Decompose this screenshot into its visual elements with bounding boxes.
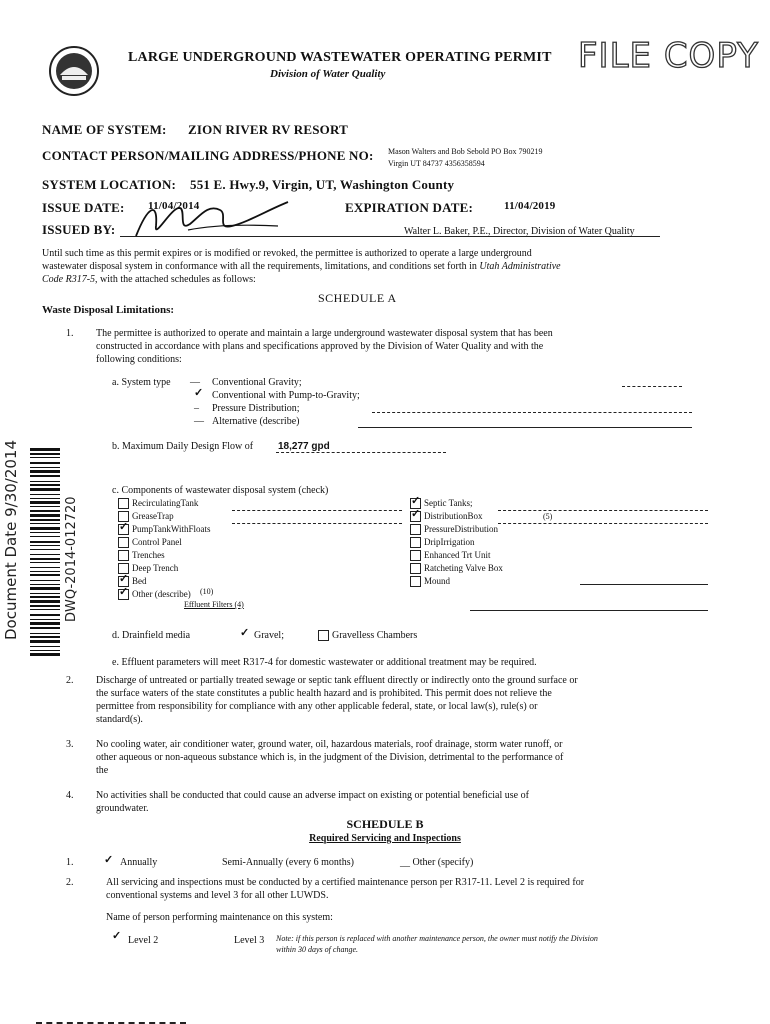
component-label: Mound xyxy=(424,576,451,586)
item-2-line-1: Discharge of untreated or partially treated sewage or septic tank effluent directly or indirectly onto the ground surface or xyxy=(96,675,578,686)
component-label: PumpTankWithFloats xyxy=(132,524,211,534)
component-checkbox xyxy=(410,511,421,522)
barcode-bar xyxy=(30,622,60,625)
system-type-opt-alternative: Alternative (describe) xyxy=(212,416,300,427)
barcode-bar xyxy=(30,633,60,634)
barcode-bar xyxy=(30,600,60,603)
check-icon: ✓ xyxy=(112,930,122,942)
barcode-bar xyxy=(30,562,60,563)
barcode-bar xyxy=(30,536,60,537)
barcode-bar xyxy=(30,484,60,486)
director-signature xyxy=(128,196,298,240)
component-label: Control Panel xyxy=(132,537,182,547)
service-opt-other-label: Other (specify) xyxy=(412,857,474,868)
name-of-system-value: ZION RIVER RV RESORT xyxy=(188,122,348,137)
issued-by-label: ISSUED BY: xyxy=(42,222,116,237)
item-3-number: 3. xyxy=(66,739,74,750)
barcode-bar xyxy=(30,558,60,560)
b-item-2-line-1: All servicing and inspections must be conducted by a certified maintenance person per R317-11. Level 2 is required for xyxy=(106,877,585,888)
item-4-number: 4. xyxy=(66,790,74,801)
component-left-item xyxy=(118,536,211,549)
component-label: Septic Tanks; xyxy=(424,498,473,508)
permit-title: LARGE UNDERGROUND WASTEWATER OPERATING PERMIT xyxy=(128,50,552,65)
item-3-line-3: the xyxy=(96,765,109,776)
barcode-bar xyxy=(30,619,60,620)
component-checkbox xyxy=(410,537,421,548)
barcode-bar xyxy=(30,467,60,468)
barcode-bar xyxy=(30,523,60,524)
item-1-line-1: The permittee is authorized to operate and maintain a large underground wastewater disposal system that has been xyxy=(96,328,553,339)
schedule-b-subtitle: Required Servicing and Inspections xyxy=(309,833,461,844)
barcode-bar xyxy=(30,571,60,572)
barcode-bar xyxy=(30,510,60,512)
component-label: DistributionBox xyxy=(424,511,483,521)
component-label: GreaseTrap xyxy=(132,511,174,521)
components-label: c. Components of wastewater disposal system (check) xyxy=(112,485,329,496)
barcode-bar xyxy=(30,527,60,530)
system-type-opt-conventional-gravity: Conventional Gravity; xyxy=(212,377,302,388)
barcode-bar xyxy=(30,587,60,590)
barcode-bar xyxy=(30,574,60,576)
barcode-bar xyxy=(30,506,60,507)
schedule-a-title: SCHEDULE A xyxy=(318,291,397,305)
barcode-bar xyxy=(30,448,60,451)
expiration-date-label: EXPIRATION DATE: xyxy=(345,200,474,215)
barcode-bar xyxy=(30,501,60,504)
contact-value-line1: Mason Walters and Bob Sebold PO Box 790219 xyxy=(388,147,543,156)
component-label: Trenches xyxy=(132,550,165,560)
level-2-option: Level 2 xyxy=(128,935,159,946)
component-left-item xyxy=(118,510,211,523)
barcode-bar xyxy=(30,519,60,521)
gravelless-checkbox xyxy=(318,630,329,641)
component-right-item xyxy=(410,523,503,536)
max-flow-value: 18,277 gpd xyxy=(278,441,330,452)
barcode xyxy=(30,448,60,658)
waste-disposal-heading: Waste Disposal Limitations: xyxy=(42,304,175,316)
barcode-bar xyxy=(30,462,60,464)
component-checkbox xyxy=(410,524,421,535)
check-icon: ✓ xyxy=(240,627,250,639)
component-right-item xyxy=(410,549,503,562)
barcode-document-date: Document Date 9/30/2014 xyxy=(2,439,20,640)
component-checkbox xyxy=(410,550,421,561)
component-left-item xyxy=(118,575,211,588)
barcode-bar xyxy=(30,596,60,598)
component-right-item xyxy=(410,562,503,575)
barcode-bar xyxy=(30,549,60,550)
item-1-line-2: constructed in accordance with plans and specifications approved by the Division of Water Quality and with the xyxy=(96,341,544,352)
barcode-bar xyxy=(30,580,60,581)
schedule-b-title: SCHEDULE B xyxy=(346,817,424,831)
level-3-option: Level 3 xyxy=(234,935,265,946)
drainfield-opt-chambers-label: Gravelless Chambers xyxy=(332,630,418,641)
effluent-parameters: e. Effluent parameters will meet R317-4 for domestic wastewater or additional treatment may be required. xyxy=(112,657,537,668)
barcode-bar xyxy=(30,498,60,499)
other-value: Effluent Filters (4) xyxy=(184,600,244,609)
intro-line-2-italic: Utah Administrative xyxy=(479,261,561,272)
check-icon: ✓ xyxy=(194,387,204,399)
barcode-bar xyxy=(30,593,60,594)
item-2-line-2: the surface waters of the state constitutes a public health hazard and is prohibited. This permit does not relieve the xyxy=(96,688,552,699)
barcode-bar xyxy=(30,545,60,546)
barcode-bar xyxy=(30,475,60,477)
issue-date-label: ISSUE DATE: xyxy=(42,200,125,215)
service-opt-other: __ Other (specify) xyxy=(400,857,474,868)
components-left-list xyxy=(118,497,214,601)
barcode-document-id: DWQ-2014-012720 xyxy=(64,496,79,622)
barcode-bar xyxy=(30,554,60,555)
division-subtitle: Division of Water Quality xyxy=(270,68,386,80)
component-left-item xyxy=(118,562,211,575)
system-type-opt-pump-to-gravity: Conventional with Pump-to-Gravity; xyxy=(212,390,360,401)
dbox-count: (5) xyxy=(543,512,553,521)
barcode-bar xyxy=(30,567,60,568)
contact-label: CONTACT PERSON/MAILING ADDRESS/PHONE NO: xyxy=(42,148,374,163)
b-item-1-number: 1. xyxy=(66,857,74,868)
component-checkbox xyxy=(118,550,129,561)
system-type-dash-4: — xyxy=(194,416,204,427)
item-4-line-2: groundwater. xyxy=(96,803,149,814)
barcode-bar xyxy=(30,488,60,491)
max-flow-label: b. Maximum Daily Design Flow of xyxy=(112,441,254,452)
barcode-bar xyxy=(30,636,60,638)
intro-line-1: Until such time as this permit expires or is modified or revoked, the permittee is authorized to operate a large underground xyxy=(42,248,532,259)
issued-by-value: Walter L. Baker, P.E., Director, Division of Water Quality xyxy=(404,226,635,237)
component-label: PressureDistribution xyxy=(424,524,498,534)
component-right-item xyxy=(410,536,503,549)
contact-value-line2: Virgin UT 84737 4356358594 xyxy=(388,159,485,168)
maintenance-person-label: Name of person performing maintenance on this system: xyxy=(106,912,333,923)
component-right-item xyxy=(410,497,503,510)
item-3-line-1: No cooling water, air conditioner water, ground water, oil, hazardous materials, roof drainage, storm water runoff, or xyxy=(96,739,563,750)
intro-line-3-text: , with the attached schedules as follows: xyxy=(95,274,256,285)
component-checkbox xyxy=(118,589,129,600)
file-copy-stamp: FILE COPY xyxy=(578,36,759,76)
note-line-2: within 30 days of change. xyxy=(276,945,358,954)
barcode-bar xyxy=(30,494,60,495)
name-of-system-label: NAME OF SYSTEM: xyxy=(42,122,167,137)
system-type-opt-pressure: Pressure Distribution; xyxy=(212,403,300,414)
drainfield-opt-gravel: Gravel; xyxy=(254,630,284,641)
barcode-bar xyxy=(30,481,60,482)
component-left-item xyxy=(118,497,211,510)
intro-line-2 xyxy=(42,260,561,273)
component-label: DripIrrigation xyxy=(424,537,475,547)
service-opt-annually: Annually xyxy=(120,857,158,868)
component-label: Bed xyxy=(132,576,147,586)
intro-line-3 xyxy=(42,273,256,286)
note-line-1: Note: if this person is replaced with another maintenance person, the owner must notify the Division xyxy=(276,934,598,943)
component-label: Other (describe) xyxy=(132,589,191,599)
component-label: Deep Trench xyxy=(132,563,179,573)
intro-line-2-text: wastewater disposal system in conformance with all the requirements, limitations, and conditions set forth in xyxy=(42,261,477,272)
component-label: Enhanced Trt Unit xyxy=(424,550,491,560)
state-seal xyxy=(48,45,100,97)
barcode-bar xyxy=(30,646,60,647)
component-left-item xyxy=(118,523,211,536)
component-right-item xyxy=(410,510,503,523)
b-item-2-line-2: conventional systems and level 3 for all other LUWDS. xyxy=(106,890,329,901)
drainfield-label: d. Drainfield media xyxy=(112,630,191,641)
barcode-bar xyxy=(30,627,60,629)
barcode-bar xyxy=(30,584,60,585)
component-right-item xyxy=(410,575,503,588)
barcode-bar xyxy=(30,457,60,458)
bed-count: (10) xyxy=(200,587,214,596)
barcode-bar xyxy=(30,541,60,543)
barcode-bar xyxy=(30,640,60,643)
system-type-dash-3: – xyxy=(194,403,199,414)
barcode-bar xyxy=(30,453,60,455)
system-location-value: 551 E. Hwy.9, Virgin, UT, Washington County xyxy=(190,177,455,192)
item-1-line-3: following conditions: xyxy=(96,354,182,365)
component-label: RecirculatingTank xyxy=(132,498,199,508)
item-2-line-3: permittee from responsibility for compliance with any other applicable federal, state, or local law(s), rule(s) or xyxy=(96,701,538,712)
system-location-label: SYSTEM LOCATION: xyxy=(42,177,177,192)
item-1-number: 1. xyxy=(66,328,74,339)
barcode-bar xyxy=(30,605,60,607)
component-checkbox xyxy=(118,537,129,548)
barcode-bar xyxy=(30,614,60,616)
component-label: Ratcheting Valve Box xyxy=(424,563,503,573)
barcode-bar xyxy=(30,470,60,473)
barcode-bar xyxy=(30,514,60,517)
barcode-bar xyxy=(30,653,60,656)
barcode-bar xyxy=(30,609,60,610)
drainfield-opt-chambers xyxy=(318,629,417,642)
issue-date-value: 11/04/2014 xyxy=(148,200,200,212)
check-icon: ✓ xyxy=(104,854,114,866)
system-type-dash-1: — xyxy=(190,377,200,388)
intro-line-3-italic: Code R317-5 xyxy=(42,274,96,285)
component-checkbox xyxy=(118,498,129,509)
component-left-item xyxy=(118,549,211,562)
service-opt-semi-annually: Semi-Annually (every 6 months) xyxy=(222,857,354,868)
barcode-bar xyxy=(30,532,60,533)
item-2-line-4: standard(s). xyxy=(96,714,143,725)
expiration-date-value: 11/04/2019 xyxy=(504,200,556,212)
item-4-line-1: No activities shall be conducted that could cause an adverse impact on existing or potential beneficial use of xyxy=(96,790,529,801)
item-3-line-2: other aqueous or non-aqueous substance which is, in the judgment of the Division, detrimental to the performance of xyxy=(96,752,564,763)
component-checkbox xyxy=(118,524,129,535)
item-2-number: 2. xyxy=(66,675,74,686)
system-type-label: a. System type xyxy=(112,377,171,388)
components-right-list xyxy=(410,497,503,588)
b-item-2-number: 2. xyxy=(66,877,74,888)
component-checkbox xyxy=(410,576,421,587)
barcode-bar xyxy=(30,650,60,651)
component-checkbox xyxy=(410,563,421,574)
